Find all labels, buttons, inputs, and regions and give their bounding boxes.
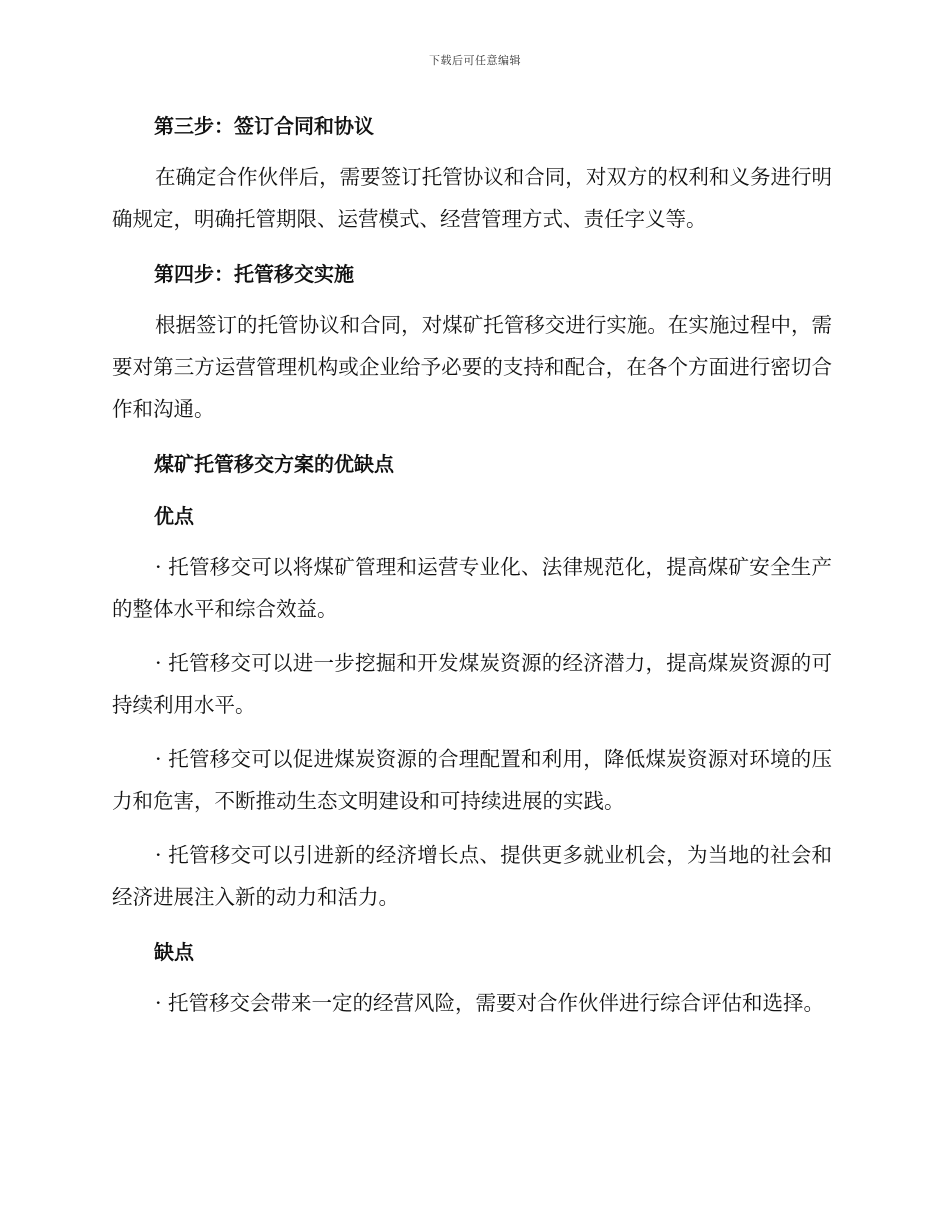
pros-item-1: · 托管移交可以将煤矿管理和运营专业化、法律规范化，提高煤矿安全生产的整体水平和综合效益。	[112, 555, 832, 621]
pros-item-4: · 托管移交可以引进新的经济增长点、提供更多就业机会，为当地的社会和经济进展注入新的动力和活力。	[112, 843, 832, 909]
cons-item-1: · 托管移交会带来一定的经营风险，需要对合作伙伴进行综合评估和选择。	[155, 991, 825, 1015]
step4-paragraph: 根据签订的托管协议和合同，对煤矿托管移交进行实施。在实施过程中，需要对第三方运营管理机构或企业给予必要的支持和配合，在各个方面进行密切合作和沟通。	[112, 313, 832, 421]
step3-paragraph: 在确定合作伙伴后，需要签订托管协议和合同，对双方的权利和义务进行明确规定，明确托管期限、运营模式、经营管理方式、责任字义等。	[112, 165, 832, 231]
document-body	[112, 104, 832, 1024]
pros-item-3: · 托管移交可以促进煤炭资源的合理配置和利用，降低煤炭资源对环境的压力和危害，不断推动生态文明建设和可持续进展的实践。	[112, 747, 832, 813]
cons-heading: 缺点	[154, 940, 194, 964]
pros-item-2: · 托管移交可以进一步挖掘和开发煤炭资源的经济潜力，提高煤炭资源的可持续利用水平。	[112, 651, 832, 717]
pros-heading: 优点	[154, 504, 194, 528]
step3-heading: 第三步：签订合同和协议	[154, 114, 374, 138]
step4-heading: 第四步：托管移交实施	[154, 262, 354, 286]
pros-cons-heading: 煤矿托管移交方案的优缺点	[154, 452, 394, 476]
page-header-note: 下载后可任意编辑	[429, 54, 521, 67]
